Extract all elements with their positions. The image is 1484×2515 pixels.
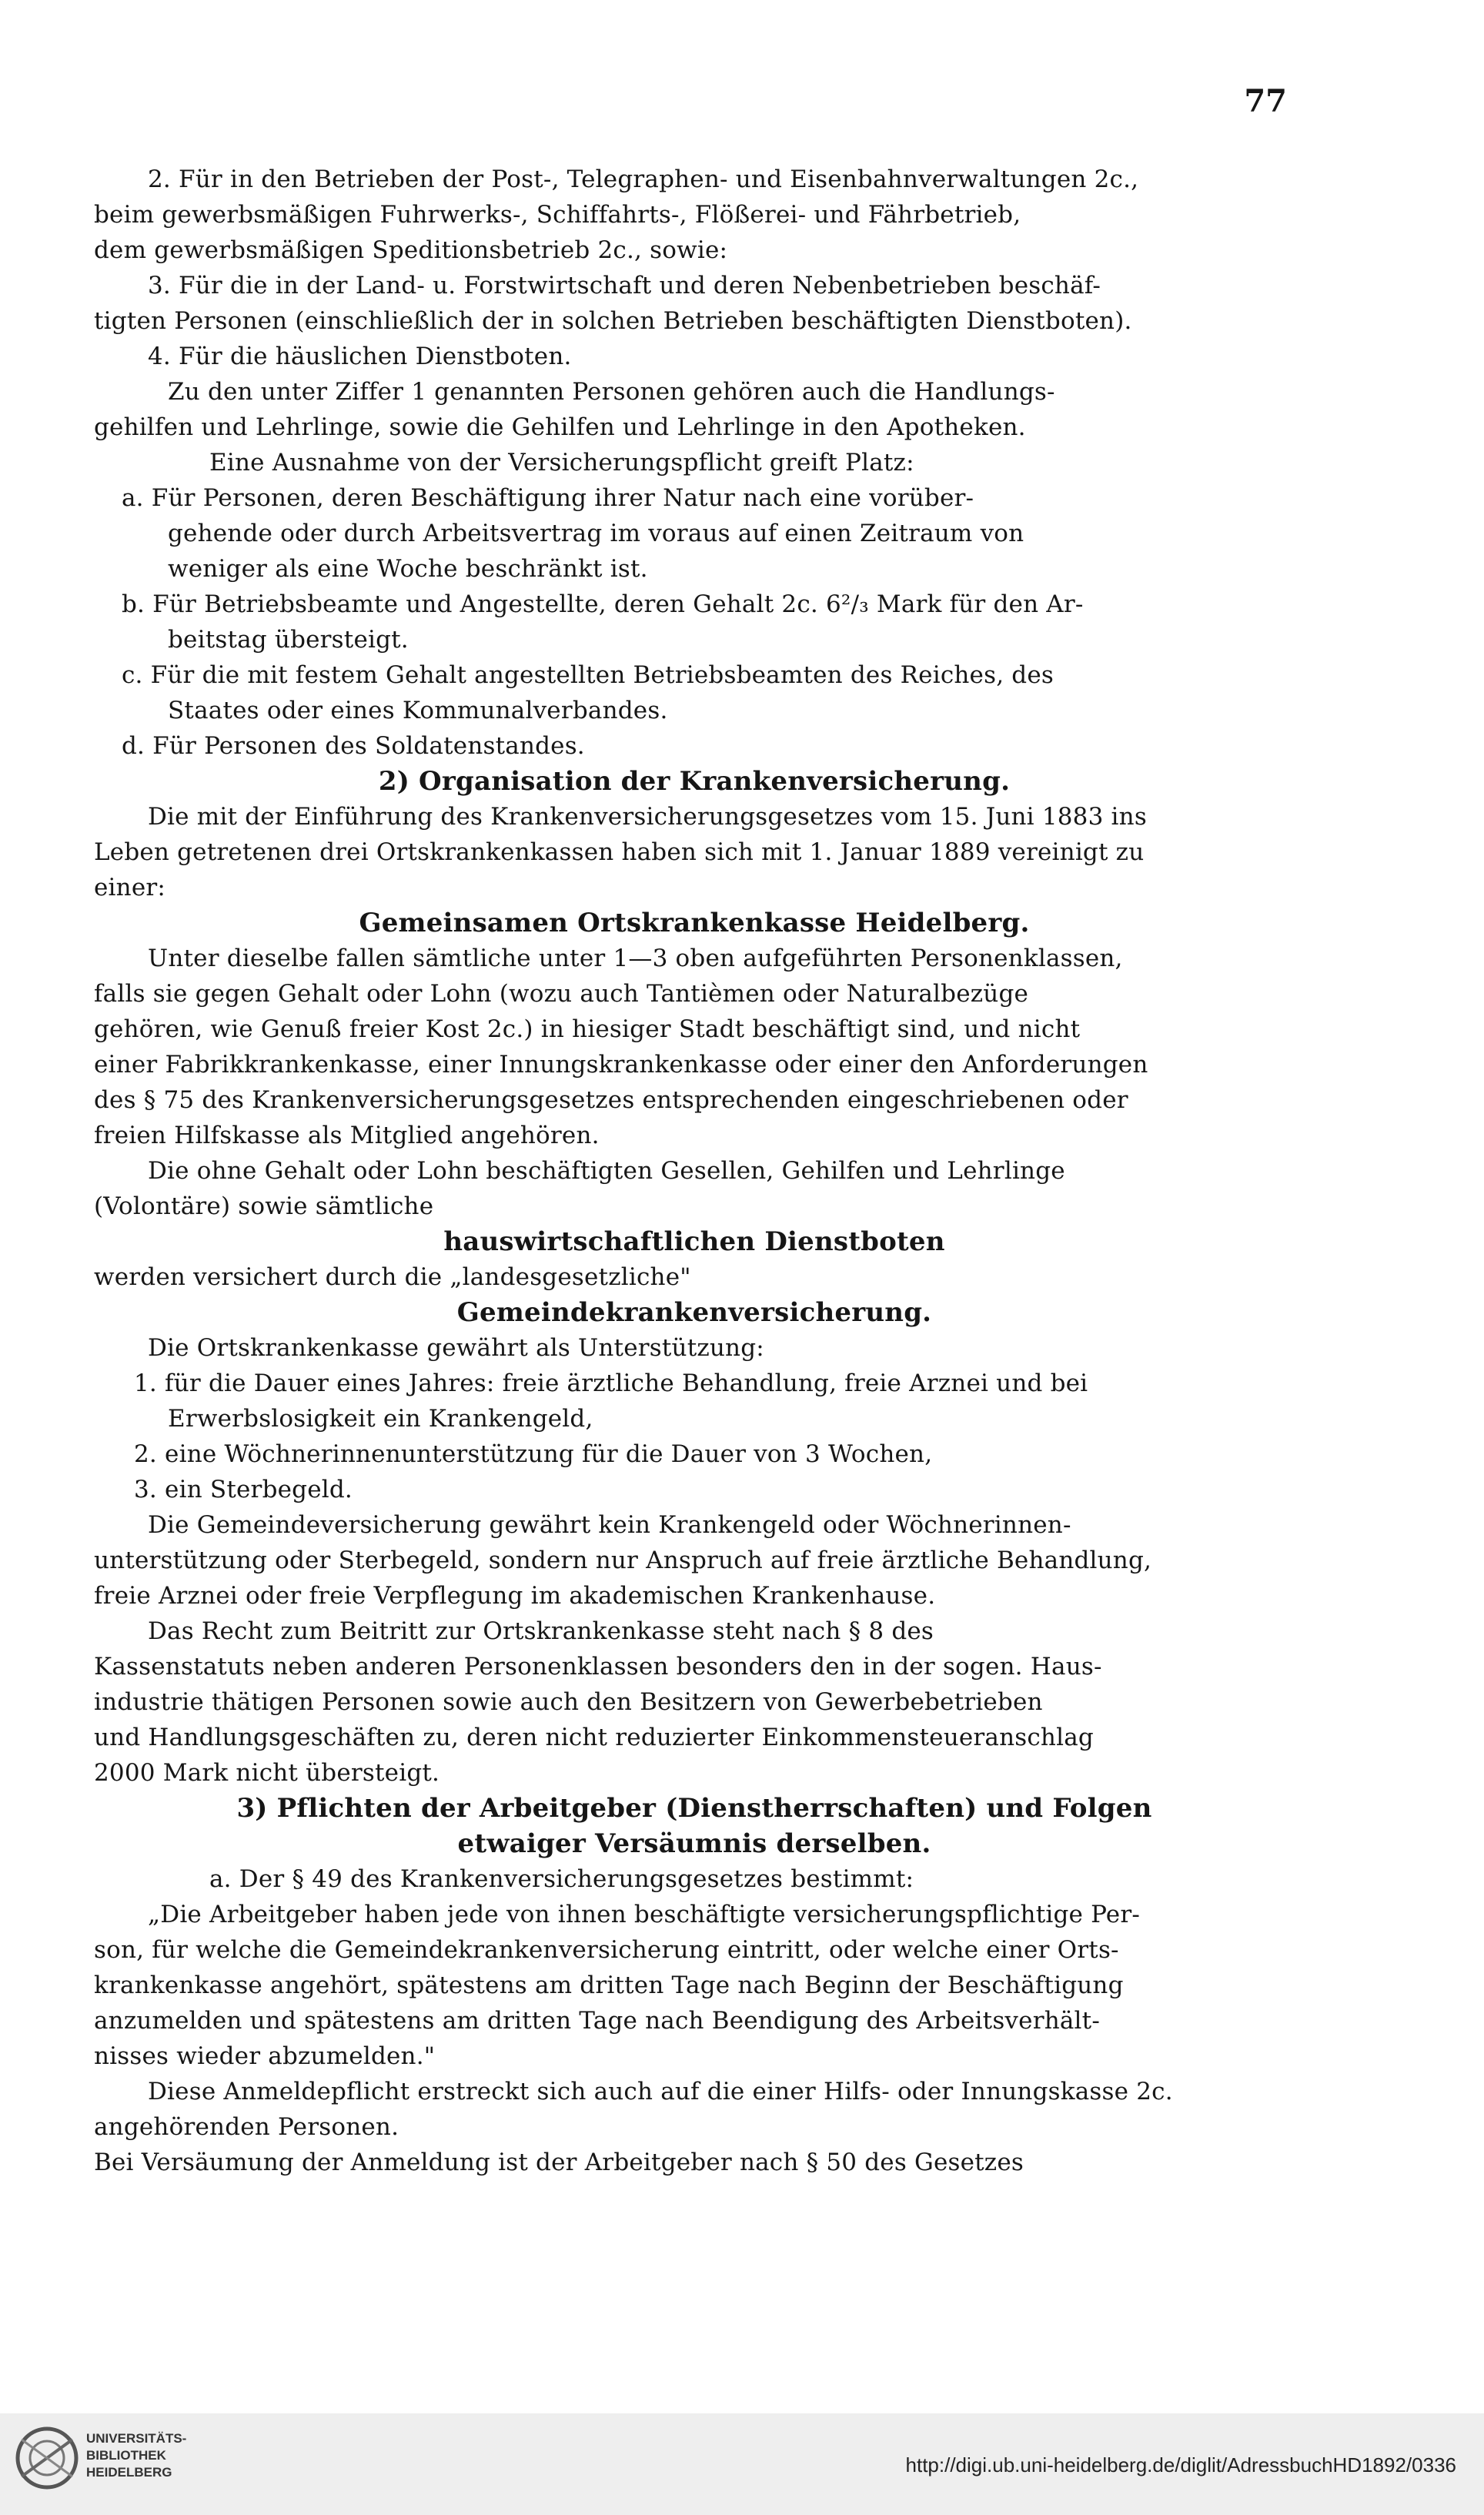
text-line: Das Recht zum Beitritt zur Ortskrankenkasse steht nach § 8 des [148,1617,934,1645]
emphasis-heading: Gemeindekrankenversicherung. [456,1297,932,1328]
list-item-d: d. Für Personen des Soldatenstandes. [122,732,585,760]
text-line: weniger als eine Woche beschränkt ist. [168,555,648,583]
text-line: krankenkasse angehört, spätestens am dritten Tage nach Beginn der Beschäftigung [94,1972,1124,1999]
text-line: Bei Versäumung der Anmeldung ist der Arbeitgeber nach § 50 des Gesetzes [94,2149,1024,2176]
text-line: anzumelden und spätestens am dritten Tage nach Beendigung des Arbeitsverhält- [94,2007,1101,2035]
text-line: Diese Anmeldepflicht erstreckt sich auch auf die einer Hilfs- oder Innungskasse 2c. [148,2078,1173,2105]
text-line: Die Gemeindeversicherung gewährt kein Krankengeld oder Wöchnerinnen- [148,1511,1071,1539]
text-line: freie Arznei oder freie Verpflegung im akademischen Krankenhause. [94,1582,936,1610]
university-seal-icon [14,2423,80,2493]
logo-line: HEIDELBERG [86,2465,172,2480]
section-heading-3: 3) Pflichten der Arbeitgeber (Dienstherrschaften) und Folgen [236,1793,1152,1824]
text-line: 2000 Mark nicht übersteigt. [94,1759,440,1787]
text-line: „Die Arbeitgeber haben jede von ihnen beschäftigte versicherungspflichtige Per- [148,1901,1141,1928]
text-line: einer: [94,874,166,901]
text-line: dem gewerbsmäßigen Speditionsbetrieb 2c., sowie: [94,236,728,264]
text-line: Leben getretenen drei Ortskrankenkassen haben sich mit 1. Januar 1889 vereinigt zu [94,838,1145,866]
text-line: nisses wieder abzumelden." [94,2042,436,2070]
text-line: angehörenden Personen. [94,2113,399,2141]
list-item-c: c. Für die mit festem Gehalt angestellten Betriebsbeamten des Reiches, des [122,661,1055,689]
text-line: Die ohne Gehalt oder Lohn beschäftigten Gesellen, Gehilfen und Lehrlinge [148,1157,1065,1185]
emphasis-heading: hauswirtschaftlichen Dienstboten [443,1226,945,1257]
text-line: 4. Für die häuslichen Dienstboten. [148,343,572,370]
text-line: Unter dieselbe fallen sämtliche unter 1—3 oben aufgeführten Personenklassen, [148,945,1123,972]
text-line: a. Der § 49 des Krankenversicherungsgesetzes bestimmt: [209,1865,914,1893]
logo-line: BIBLIOTHEK [86,2448,166,2463]
text-line: einer Fabrikkrankenkasse, einer Innungskrankenkasse oder einer den Anforderungen [94,1051,1148,1079]
text-line: beim gewerbsmäßigen Fuhrwerks-, Schiffahrts-, Flößerei- und Fährbetrieb, [94,201,1021,229]
text-line: Zu den unter Ziffer 1 genannten Personen gehören auch die Handlungs- [168,378,1055,406]
emphasis-heading: Gemeinsamen Ortskrankenkasse Heidelberg. [359,908,1030,938]
list-item-b: b. Für Betriebsbeamte und Angestellte, deren Gehalt 2c. 6²/₃ Mark für den Ar- [122,590,1084,618]
list-item-2: 2. eine Wöchnerinnenunterstützung für die Dauer von 3 Wochen, [134,1440,933,1468]
footer-bar [0,2413,1484,2515]
text-line: Die Ortskrankenkasse gewährt als Unterstützung: [148,1334,764,1362]
text-line: industrie thätigen Personen sowie auch den Besitzern von Gewerbebetrieben [94,1688,1043,1716]
text-line: (Volontäre) sowie sämtliche [94,1192,434,1220]
logo-line: UNIVERSITÄTS- [86,2431,187,2446]
section-heading-2: 2) Organisation der Krankenversicherung. [378,766,1011,797]
text-line: falls sie gegen Gehalt oder Lohn (wozu auch Tantièmen oder Naturalbezüge [94,980,1029,1008]
text-line: Eine Ausnahme von der Versicherungspflicht greift Platz: [209,449,914,477]
text-line: freien Hilfskasse als Mitglied angehören. [94,1122,600,1149]
text-line: gehende oder durch Arbeitsvertrag im voraus auf einen Zeitraum von [168,520,1024,547]
section-heading-3-cont: etwaiger Versäumnis derselben. [457,1828,931,1859]
list-item-3: 3. ein Sterbegeld. [134,1476,353,1503]
text-line: unterstützung oder Sterbegeld, sondern nur Anspruch auf freie ärztliche Behandlung, [94,1547,1152,1574]
page-number: 77 [1244,83,1287,119]
text-line: des § 75 des Krankenversicherungsgesetzes entsprechenden eingeschriebenen oder [94,1086,1128,1114]
text-line: werden versichert durch die „landesgesetzliche" [94,1263,691,1291]
text-line: Staates oder eines Kommunalverbandes. [168,697,668,724]
source-url-link[interactable]: http://digi.ub.uni-heidelberg.de/diglit/AdressbuchHD1892/0336 [905,2453,1456,2477]
text-line: 3. Für die in der Land- u. Forstwirtschaft und deren Nebenbetrieben beschäf- [148,272,1101,299]
text-line: und Handlungsgeschäften zu, deren nicht reduzierter Einkommensteueranschlag [94,1724,1094,1751]
list-item-a: a. Für Personen, deren Beschäftigung ihrer Natur nach eine vorüber- [122,484,974,512]
text-line: son, für welche die Gemeindekrankenversicherung eintritt, oder welche einer Orts- [94,1936,1119,1964]
text-line: beitstag übersteigt. [168,626,409,654]
text-line: tigten Personen (einschließlich der in solchen Betrieben beschäftigten Dienstboten). [94,307,1132,335]
text-line: gehilfen und Lehrlinge, sowie die Gehilfen und Lehrlinge in den Apotheken. [94,413,1026,441]
library-logo-text [86,2430,186,2481]
text-line: Kassenstatuts neben anderen Personenklassen besonders den in der sogen. Haus- [94,1653,1102,1681]
text-line: Erwerbslosigkeit ein Krankengeld, [168,1405,593,1433]
text-line: gehören, wie Genuß freier Kost 2c.) in hiesiger Stadt beschäftigt sind, und nicht [94,1015,1081,1043]
text-line: Die mit der Einführung des Krankenversicherungsgesetzes vom 15. Juni 1883 ins [148,803,1147,831]
document-body [94,162,1295,2180]
text-line: 2. Für in den Betrieben der Post-, Telegraphen- und Eisenbahnverwaltungen 2c., [148,166,1139,193]
list-item-1: 1. für die Dauer eines Jahres: freie ärztliche Behandlung, freie Arznei und bei [134,1370,1088,1397]
